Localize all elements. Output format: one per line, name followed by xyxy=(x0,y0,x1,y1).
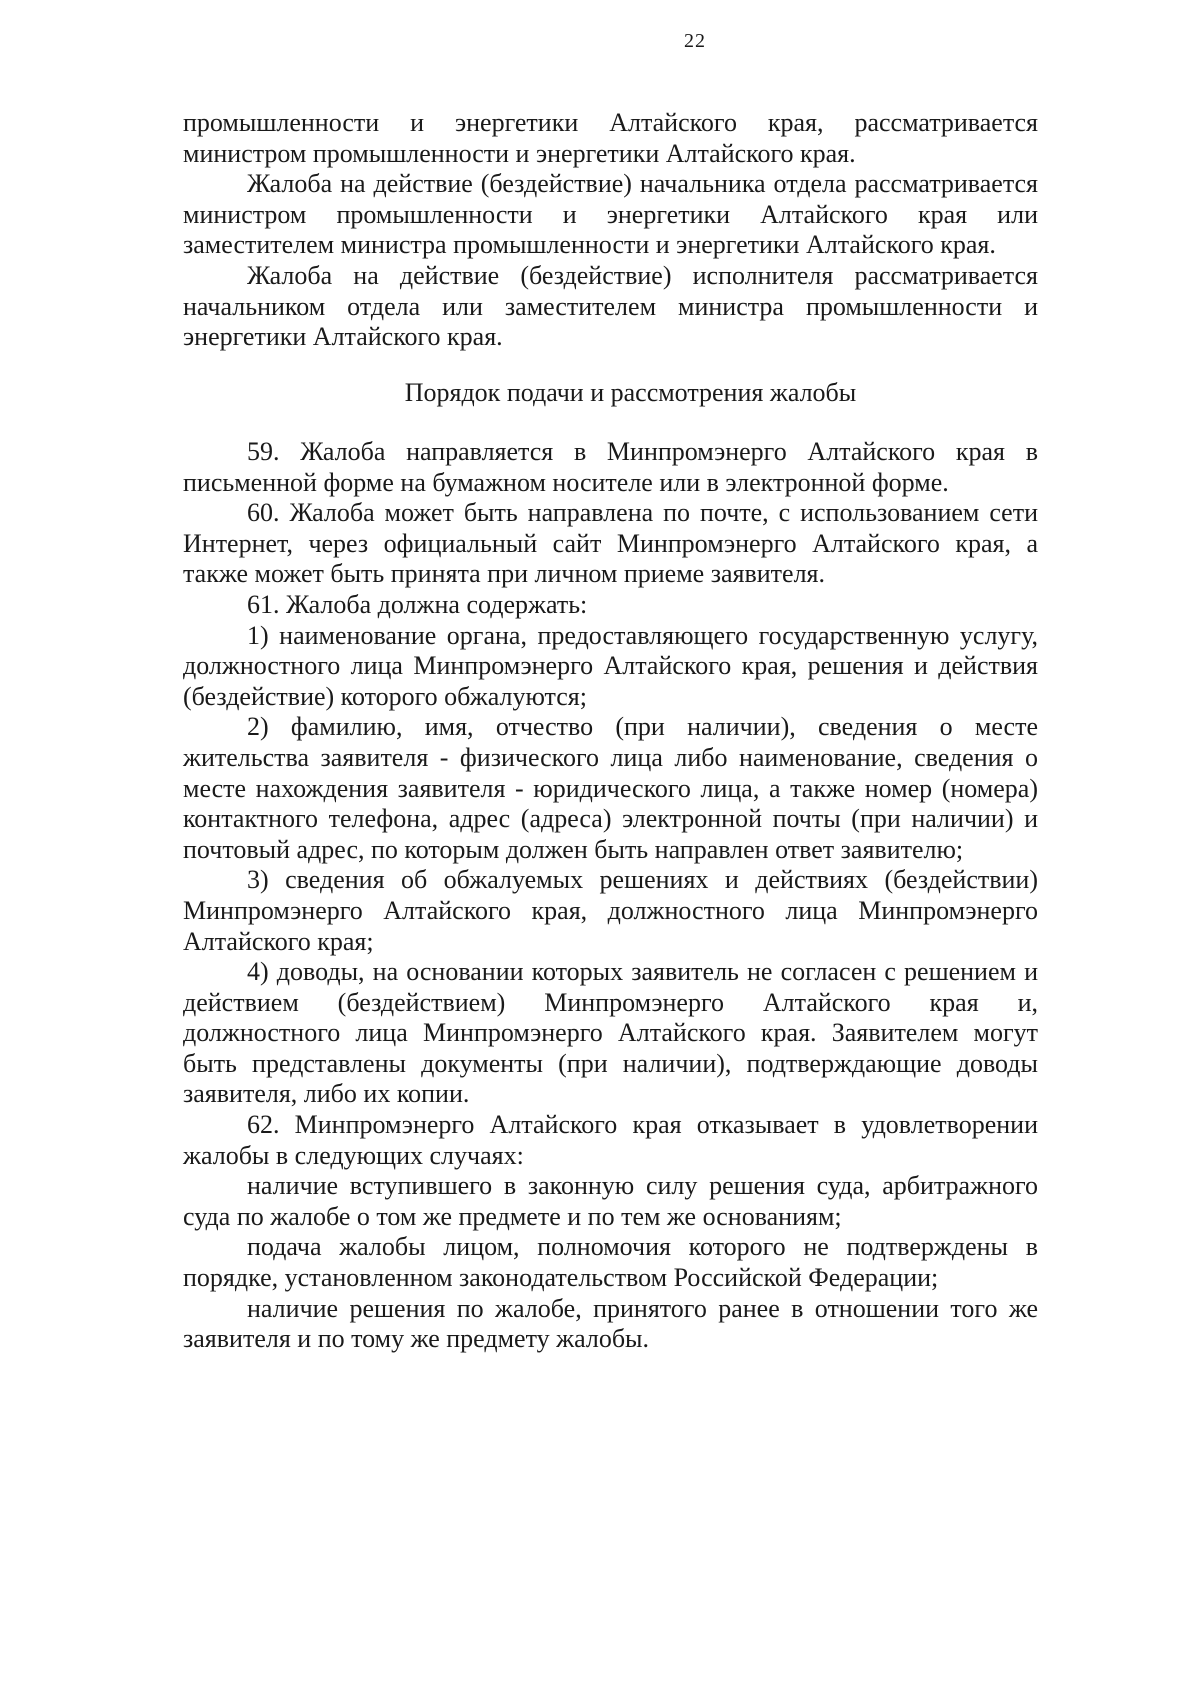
paragraph: Жалоба на действие (бездействие) начальника отдела рассматривается министром промышленности и энергетики Алтайского края или заместителем министра промышленности и энергетики Алтайского края. xyxy=(183,169,1038,260)
list-item: 4) доводы, на основании которых заявитель не согласен с решением и действием (бездействием) Минпромэнерго Алтайского края и, должностного лица Минпромэнерго Алтайского края. Заявителем могут быть представлены документы (при наличии), подтверждающие доводы заявителя, либо их копии. xyxy=(183,957,1038,1109)
paragraph: 62. Минпромэнерго Алтайского края отказывает в удовлетворении жалобы в следующих случаях: xyxy=(183,1110,1038,1170)
intro-text xyxy=(183,108,1038,353)
list-item: наличие вступившего в законную силу решения суда, арбитражного суда по жалобе о том же предмете и по тем же основаниям; xyxy=(183,1171,1038,1231)
list-item: наличие решения по жалобе, принятого ранее в отношении того же заявителя и по тому же предмету жалобы. xyxy=(183,1293,1038,1354)
paragraph: Жалоба на действие (бездействие) исполнителя рассматривается начальником отдела или заместителем министра промышленности и энергетики Алтайского края. xyxy=(183,260,1038,352)
section-body xyxy=(183,437,1038,1355)
paragraph: 61. Жалоба должна содержать: xyxy=(247,589,588,619)
list-item: 3) сведения об обжалуемых решениях и действиях (бездействии) Минпромэнерго Алтайского края, должностного лица Минпромэнерго Алтайского края; xyxy=(183,865,1038,956)
page-number: 22 xyxy=(684,30,706,52)
list-item: подача жалобы лицом, полномочия которого не подтверждены в порядке, установленном законодательством Российской Федерации; xyxy=(183,1232,1038,1293)
list-item: 1) наименование органа, предоставляющего государственную услугу, должностного лица Минпромэнерго Алтайского края, решения и действия (бездействие) которого обжалуются; xyxy=(183,620,1038,711)
list-item: 2) фамилию, имя, отчество (при наличии), сведения о месте жительства заявителя - физического лица либо наименование, сведения о месте нахождения заявителя - юридического лица, а также номер (номера) контактного телефона, адрес (адреса) электронной почты (при наличии) и почтовый адрес, по которым должен быть направлен ответ заявителю; xyxy=(183,712,1038,864)
paragraph: 60. Жалоба может быть направлена по почте, с использованием сети Интернет, через официальный сайт Минпромэнерго Алтайского края, а также может быть принята при личном приеме заявителя. xyxy=(183,498,1038,589)
paragraph: промышленности и энергетики Алтайского края, рассматривается министром промышленности и энергетики Алтайского края. xyxy=(183,108,1038,168)
section-heading: Порядок подачи и рассмотрения жалобы xyxy=(404,378,857,407)
paragraph: 59. Жалоба направляется в Минпромэнерго Алтайского края в письменной форме на бумажном носителе или в электронной форме. xyxy=(183,437,1038,497)
